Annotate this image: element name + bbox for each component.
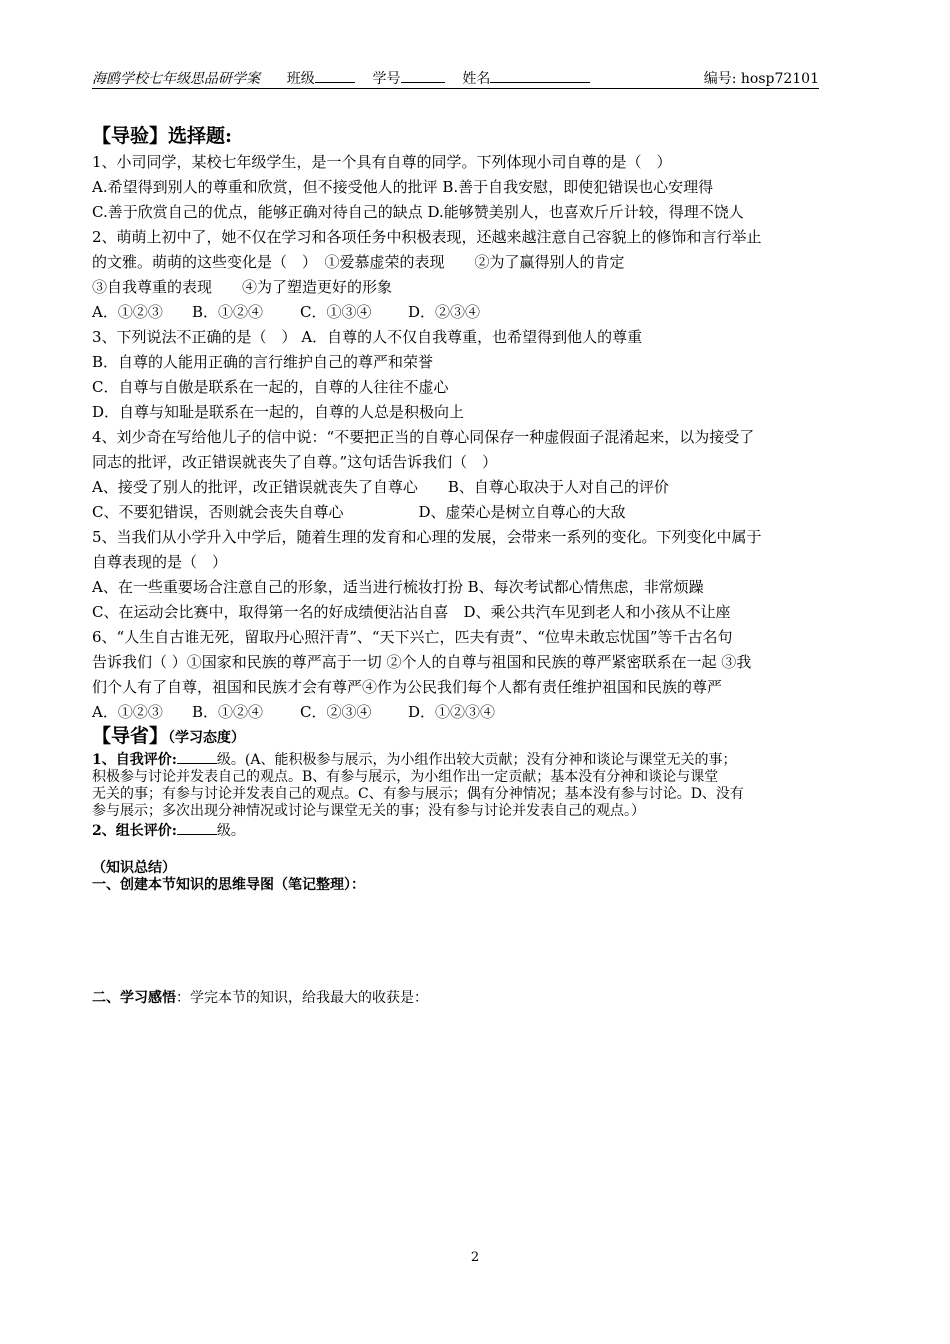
text-line: 1、小司同学，某校七年级学生，是一个具有自尊的同学。下列体现小司自尊的是（ ）: [92, 153, 672, 171]
mindmap-prompt: 一、创建本节知识的思维导图（笔记整理）：: [92, 877, 365, 893]
leader-eval-label: 2、组长评价:: [92, 823, 177, 839]
text-line: 2、萌萌上初中了，她不仅在学习和各项任务中积极表现，还越来越注意自己容貌上的修饰和言行举止: [92, 228, 762, 246]
text-line: ③自我尊重的表现 ④为了塑造更好的形象: [92, 278, 393, 296]
leader-eval: [92, 820, 822, 840]
leader-eval-suffix: 级。: [216, 823, 245, 839]
self-eval-text: 积极参与讨论并发表自己的观点。B、有参与展示，为小组作出一定贡献；基本没有分神和谈论与课堂: [92, 769, 719, 785]
option-b: B．①②④: [192, 303, 264, 321]
text-line: D．自尊与知耻是联系在一起的，自尊的人总是积极向上: [92, 403, 465, 421]
section-title-check: 【导验】选择题:: [92, 125, 233, 147]
main-content: [92, 122, 822, 1007]
self-eval-label: 1、自我评价:: [92, 752, 177, 768]
class-label: 班级: [286, 71, 315, 87]
name-label: 姓名: [462, 71, 491, 87]
reflection-label: 二、学习感悟: [92, 990, 176, 1006]
section-title-reflect: [92, 725, 822, 749]
text-line: C.善于欣赏自己的优点，能够正确对待自己的缺点 D.能够赞美别人，也喜欢斤斤计较，得理不饶人: [92, 203, 744, 221]
class-field[interactable]: [315, 68, 355, 83]
text-line: 3、下列说法不正确的是（ ） A．自尊的人不仅自我尊重，也希望得到他人的尊重: [92, 328, 643, 346]
text-line: 同志的批评，改正错误就丧失了自尊。”这句话告诉我们（ ）: [92, 453, 498, 471]
self-eval-text: 参与展示；多次出现分神情况或讨论与课堂无关的事；没有参与讨论并发表自己的观点。）: [92, 803, 645, 819]
summary-title: （知识总结）: [92, 860, 176, 876]
self-eval: [92, 749, 822, 769]
reflect-title: 【导省】: [92, 725, 169, 747]
header-left: [92, 68, 590, 88]
text-line: 自尊表现的是（ ）: [92, 553, 228, 571]
reflection-text: ：学完本节的知识，给我最大的收获是：: [176, 990, 428, 1006]
text-line: 们个人有了自尊，祖国和民族才会有尊严④作为公民我们每个人都有责任维护祖国和民族的尊严: [92, 678, 723, 696]
text-line: A、接受了别人的批评，改正错误就丧失了自尊心 B、自尊心取决于人对自己的评价: [92, 478, 669, 496]
option-a: A．①②③: [92, 703, 163, 721]
text-line: 6、“人生自古谁无死，留取丹心照汗青”、“天下兴亡，匹夫有责”、“位卑未敢忘忧国”等千古名句: [92, 628, 733, 646]
self-eval-field[interactable]: [177, 749, 217, 764]
text-line: A.希望得到别人的尊重和欣赏，但不接受他人的批评 B.善于自我安慰，即使犯错误也心安理得: [92, 178, 714, 196]
doc-code: 编号: hosp72101: [703, 71, 819, 87]
text-line: 5、当我们从小学升入中学后，随着生理的发育和心理的发展，会带来一系列的变化。下列变化中属于: [92, 528, 762, 546]
text-line: 的文雅。萌萌的这些变化是（ ） ①爱慕虚荣的表现 ②为了赢得别人的肯定: [92, 253, 625, 271]
text-line: 4、刘少奇在写给他儿子的信中说：“不要把正当的自尊心同保存一种虚假面子混淆起来，以为接受了: [92, 428, 755, 446]
page-number: 2: [470, 1250, 480, 1265]
reflection-prompt: [92, 990, 822, 1007]
option-d: D．①②③④: [408, 703, 496, 721]
option-c: C．②③④: [300, 703, 372, 721]
option-d: D．②③④: [408, 303, 481, 321]
id-label: 学号: [372, 71, 401, 87]
self-eval-text: (A、能积极参与展示，为小组作出较大贡献；没有分神和谈论与课堂无关的事；: [244, 752, 737, 768]
q2-options: [92, 300, 822, 325]
text-line: C．自尊与自傲是联系在一起的，自尊的人往往不虚心: [92, 378, 449, 396]
option-a: A．①②③: [92, 303, 163, 321]
mindmap-area[interactable]: [92, 894, 822, 990]
school-title: 海鸥学校七年级思品研学案: [92, 71, 260, 87]
id-field[interactable]: [401, 68, 445, 83]
q6-options: [92, 700, 822, 725]
self-eval-suffix: 级。: [216, 752, 245, 768]
name-field[interactable]: [490, 68, 590, 83]
leader-eval-field[interactable]: [177, 820, 217, 835]
text-line: 告诉我们（ ）①国家和民族的尊严高于一切 ②个人的自尊与祖国和民族的尊严紧密联系在一起 ③我: [92, 653, 752, 671]
text-line: A、在一些重要场合注意自己的形象，适当进行梳妆打扮 B、每次考试都心情焦虑，非常烦躁: [92, 578, 704, 596]
reflect-subtitle: （学习态度）: [168, 730, 246, 746]
self-eval-text: 无关的事；有参与讨论并发表自己的观点。C、有参与展示；偶有分神情况；基本没有参与讨论。D、没有: [92, 786, 744, 802]
option-b: B．①②④: [192, 703, 264, 721]
page-header: [92, 66, 819, 89]
text-line: C、在运动会比赛中，取得第一名的好成绩便沾沾自喜 D、乘公共汽车见到老人和小孩从不让座: [92, 603, 731, 621]
text-line: B．自尊的人能用正确的言行维护自己的尊严和荣誉: [92, 353, 434, 371]
text-line: C、不要犯错误，否则就会丧失自尊心 D、虚荣心是树立自尊心的大敌: [92, 503, 626, 521]
option-c: C．①③④: [300, 303, 372, 321]
